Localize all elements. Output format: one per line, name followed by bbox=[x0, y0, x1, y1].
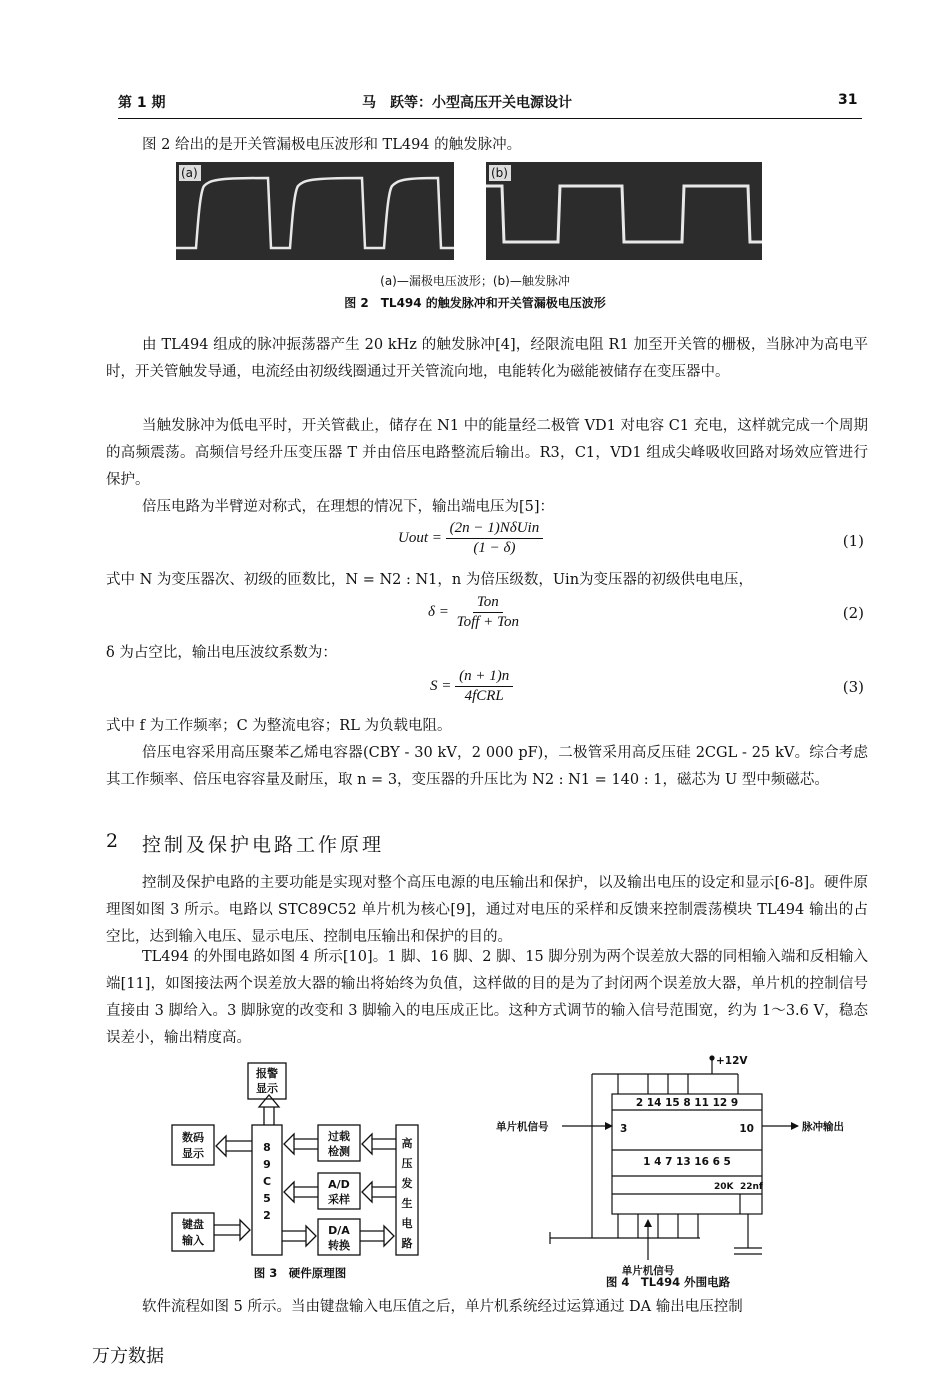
waveform-b-image bbox=[486, 162, 762, 260]
fig3-caption: 图 3 硬件原理图 bbox=[253, 1266, 347, 1280]
section-title: 控制及保护电路工作原理 bbox=[142, 834, 385, 856]
eq3-denominator: 4fCRL bbox=[464, 688, 504, 704]
paragraph-7: 倍压电容采用高压聚苯乙烯电容器(CBY - 30 kV，2 000 pF)，二极管采用高反压硅 2CGL - 25 kV。综合考虑其工作频率、倍压电容容量及耐压，取 n = 3，变压器的升压比为 N2 : N1 = 140 : 1，磁芯为 U 型中频磁芯。 bbox=[106, 745, 868, 788]
eq2-numerator: Ton bbox=[473, 594, 503, 613]
alarm-line2: 显示 bbox=[256, 1082, 278, 1095]
vcc-label: +12V bbox=[716, 1055, 748, 1067]
header-rule bbox=[118, 118, 862, 119]
running-title: 马 跃等：小型高压开关电源设计 bbox=[362, 95, 572, 111]
hv-char-1: 高 bbox=[401, 1137, 413, 1150]
top-pin-numbers: 2 14 15 8 11 12 9 bbox=[635, 1097, 739, 1109]
source-watermark: 万方数据 bbox=[92, 1346, 164, 1367]
page-number: 31 bbox=[838, 92, 858, 108]
drain-voltage-waveform bbox=[176, 162, 454, 260]
paragraph-8: 控制及保护电路的主要功能是实现对整个高压电源的电压输出和保护，以及输出电压的设定和显示[6-8]。硬件原理图如图 3 所示。电路以 STC89C52 单片机为核心[9]，通过对电压的采样和反馈来控制震荡模块 TL494 输出的占空比，达到输入电压、显示电压、控制电压输出和保护的目的。 bbox=[106, 875, 868, 945]
fig2-caption: 图 2 TL494 的触发脉冲和开关管漏极电压波形 bbox=[344, 296, 606, 310]
mcu-signal-input-bottom: 单片机信号 bbox=[621, 1265, 675, 1277]
overload-line2: 检测 bbox=[328, 1145, 350, 1158]
mcu-signal-input-left: 单片机信号 bbox=[496, 1121, 549, 1133]
mcu-char-3: C bbox=[262, 1175, 272, 1188]
eq2-denominator: Toff + Ton bbox=[456, 614, 519, 630]
eq3-label: (3) bbox=[842, 678, 864, 696]
waveform-a-image bbox=[176, 162, 454, 260]
eq1-numerator: (2n − 1)NδUin bbox=[446, 520, 544, 539]
paragraph-2: 当触发脉冲为低电平时，开关管截止，储存在 N1 中的能量经二极管 VD1 对电容 C1 充电，这样就完成一个周期的高频震荡。高频信号经升压变压器 T 并由倍压电路整流后输出。R3，C1，VD1 组成尖峰吸收回路对场效应管进行保护。 bbox=[106, 418, 868, 488]
keyboard-line1: 键盘 bbox=[182, 1218, 204, 1231]
paragraph-3: 倍压电路为半臂逆对称式，在理想的情况下，输出端电压为[5]： bbox=[142, 499, 555, 515]
pin-3: 3 bbox=[620, 1123, 628, 1135]
digital-line1: 数码 bbox=[182, 1131, 204, 1144]
eq1-lhs: Uout = bbox=[398, 529, 442, 546]
fig4-circuit-diagram bbox=[490, 1048, 870, 1290]
paragraph-9: TL494 的外围电路如图 4 所示[10]。1 脚、16 脚、2 脚、15 脚分别为两个误差放大器的同相输入端和反相输入端[11]，如图接法两个误差放大器的输出将始终为负值，这样做的目的是为了封闭两个误差放大器，单片机的控制信号直接由 3 脚给入。3 脚脉宽的改变和 3 脚输入的电压成正比。这种方式调节的输入信号范围宽，约为 1～3.6 V，稳态误差小，输出精度高。 bbox=[106, 949, 868, 1046]
journal-issue: 第 1 期 bbox=[118, 95, 166, 111]
keyboard-line2: 输入 bbox=[182, 1234, 204, 1247]
hv-char-4: 生 bbox=[401, 1197, 413, 1210]
ad-line2: 采样 bbox=[328, 1193, 350, 1206]
hv-char-6: 路 bbox=[401, 1237, 413, 1250]
eq1-label: (1) bbox=[842, 532, 864, 550]
intro-line: 图 2 给出的是开关管漏极电压波形和 TL494 的触发脉冲。 bbox=[142, 137, 522, 153]
section-number: 2 bbox=[106, 830, 122, 852]
hv-char-3: 发 bbox=[401, 1177, 413, 1190]
trigger-pulse-waveform bbox=[486, 162, 762, 260]
mcu-char-4: 5 bbox=[263, 1192, 271, 1205]
fig2-subcaption: (a)—漏极电压波形；(b)—触发脉冲 bbox=[380, 274, 570, 288]
paragraph-4: 式中 N 为变压器次、初级的匝数比，N = N2 : N1，n 为倍压级数，Uin为变压器的初级供电电压， bbox=[106, 572, 754, 588]
paragraph-5: δ 为占空比，输出电压波纹系数为： bbox=[106, 645, 337, 661]
equation-2 bbox=[428, 594, 523, 631]
mcu-char-1: 8 bbox=[263, 1141, 271, 1154]
paragraph-6: 式中 f 为工作频率；C 为整流电容；RL 为负载电阻。 bbox=[106, 718, 452, 734]
pin-10: 10 bbox=[739, 1123, 754, 1135]
panel-a-label: (a) bbox=[181, 166, 198, 180]
bottom-pin-numbers: 1 4 7 13 16 6 5 bbox=[643, 1156, 731, 1168]
eq2-lhs: δ = bbox=[428, 603, 449, 620]
pulse-output-label: 脉冲输出 bbox=[802, 1121, 844, 1133]
eq3-lhs: S = bbox=[430, 677, 452, 694]
eq2-label: (2) bbox=[842, 604, 864, 622]
alarm-line1: 报警 bbox=[256, 1067, 278, 1080]
hv-char-5: 电 bbox=[401, 1217, 413, 1230]
eq1-denominator: (1 − δ) bbox=[473, 540, 516, 556]
da-line1: D/A bbox=[328, 1224, 350, 1237]
hv-char-2: 压 bbox=[401, 1157, 413, 1170]
mcu-char-2: 9 bbox=[263, 1158, 271, 1171]
digital-line2: 显示 bbox=[182, 1147, 204, 1160]
fig3-block-diagram bbox=[160, 1055, 460, 1290]
capacitor-label: 22nf bbox=[740, 1182, 763, 1192]
da-line2: 转换 bbox=[328, 1239, 350, 1252]
resistor-label: 20K bbox=[714, 1182, 734, 1192]
panel-b-label: (b) bbox=[491, 166, 508, 180]
mcu-char-5: 2 bbox=[263, 1209, 271, 1222]
overload-line1: 过载 bbox=[328, 1130, 350, 1143]
paragraph-1: 由 TL494 组成的脉冲振荡器产生 20 kHz 的触发脉冲[4]，经限流电阻 R1 加至开关管的栅极，当脉冲为高电平时，开关管触发导通，电流经由初级线圈通过开关管流向地，电能转化为磁能被储存在变压器中。 bbox=[106, 337, 868, 380]
eq3-numerator: (n + 1)n bbox=[455, 668, 513, 687]
equation-1 bbox=[398, 520, 543, 557]
paragraph-10: 软件流程如图 5 所示。当由键盘输入电压值之后，单片机系统经过运算通过 DA 输出电压控制 bbox=[142, 1299, 743, 1315]
equation-3 bbox=[430, 668, 513, 705]
ad-line1: A/D bbox=[328, 1178, 350, 1191]
fig4-caption: 图 4 TL494 外围电路 bbox=[605, 1275, 731, 1289]
